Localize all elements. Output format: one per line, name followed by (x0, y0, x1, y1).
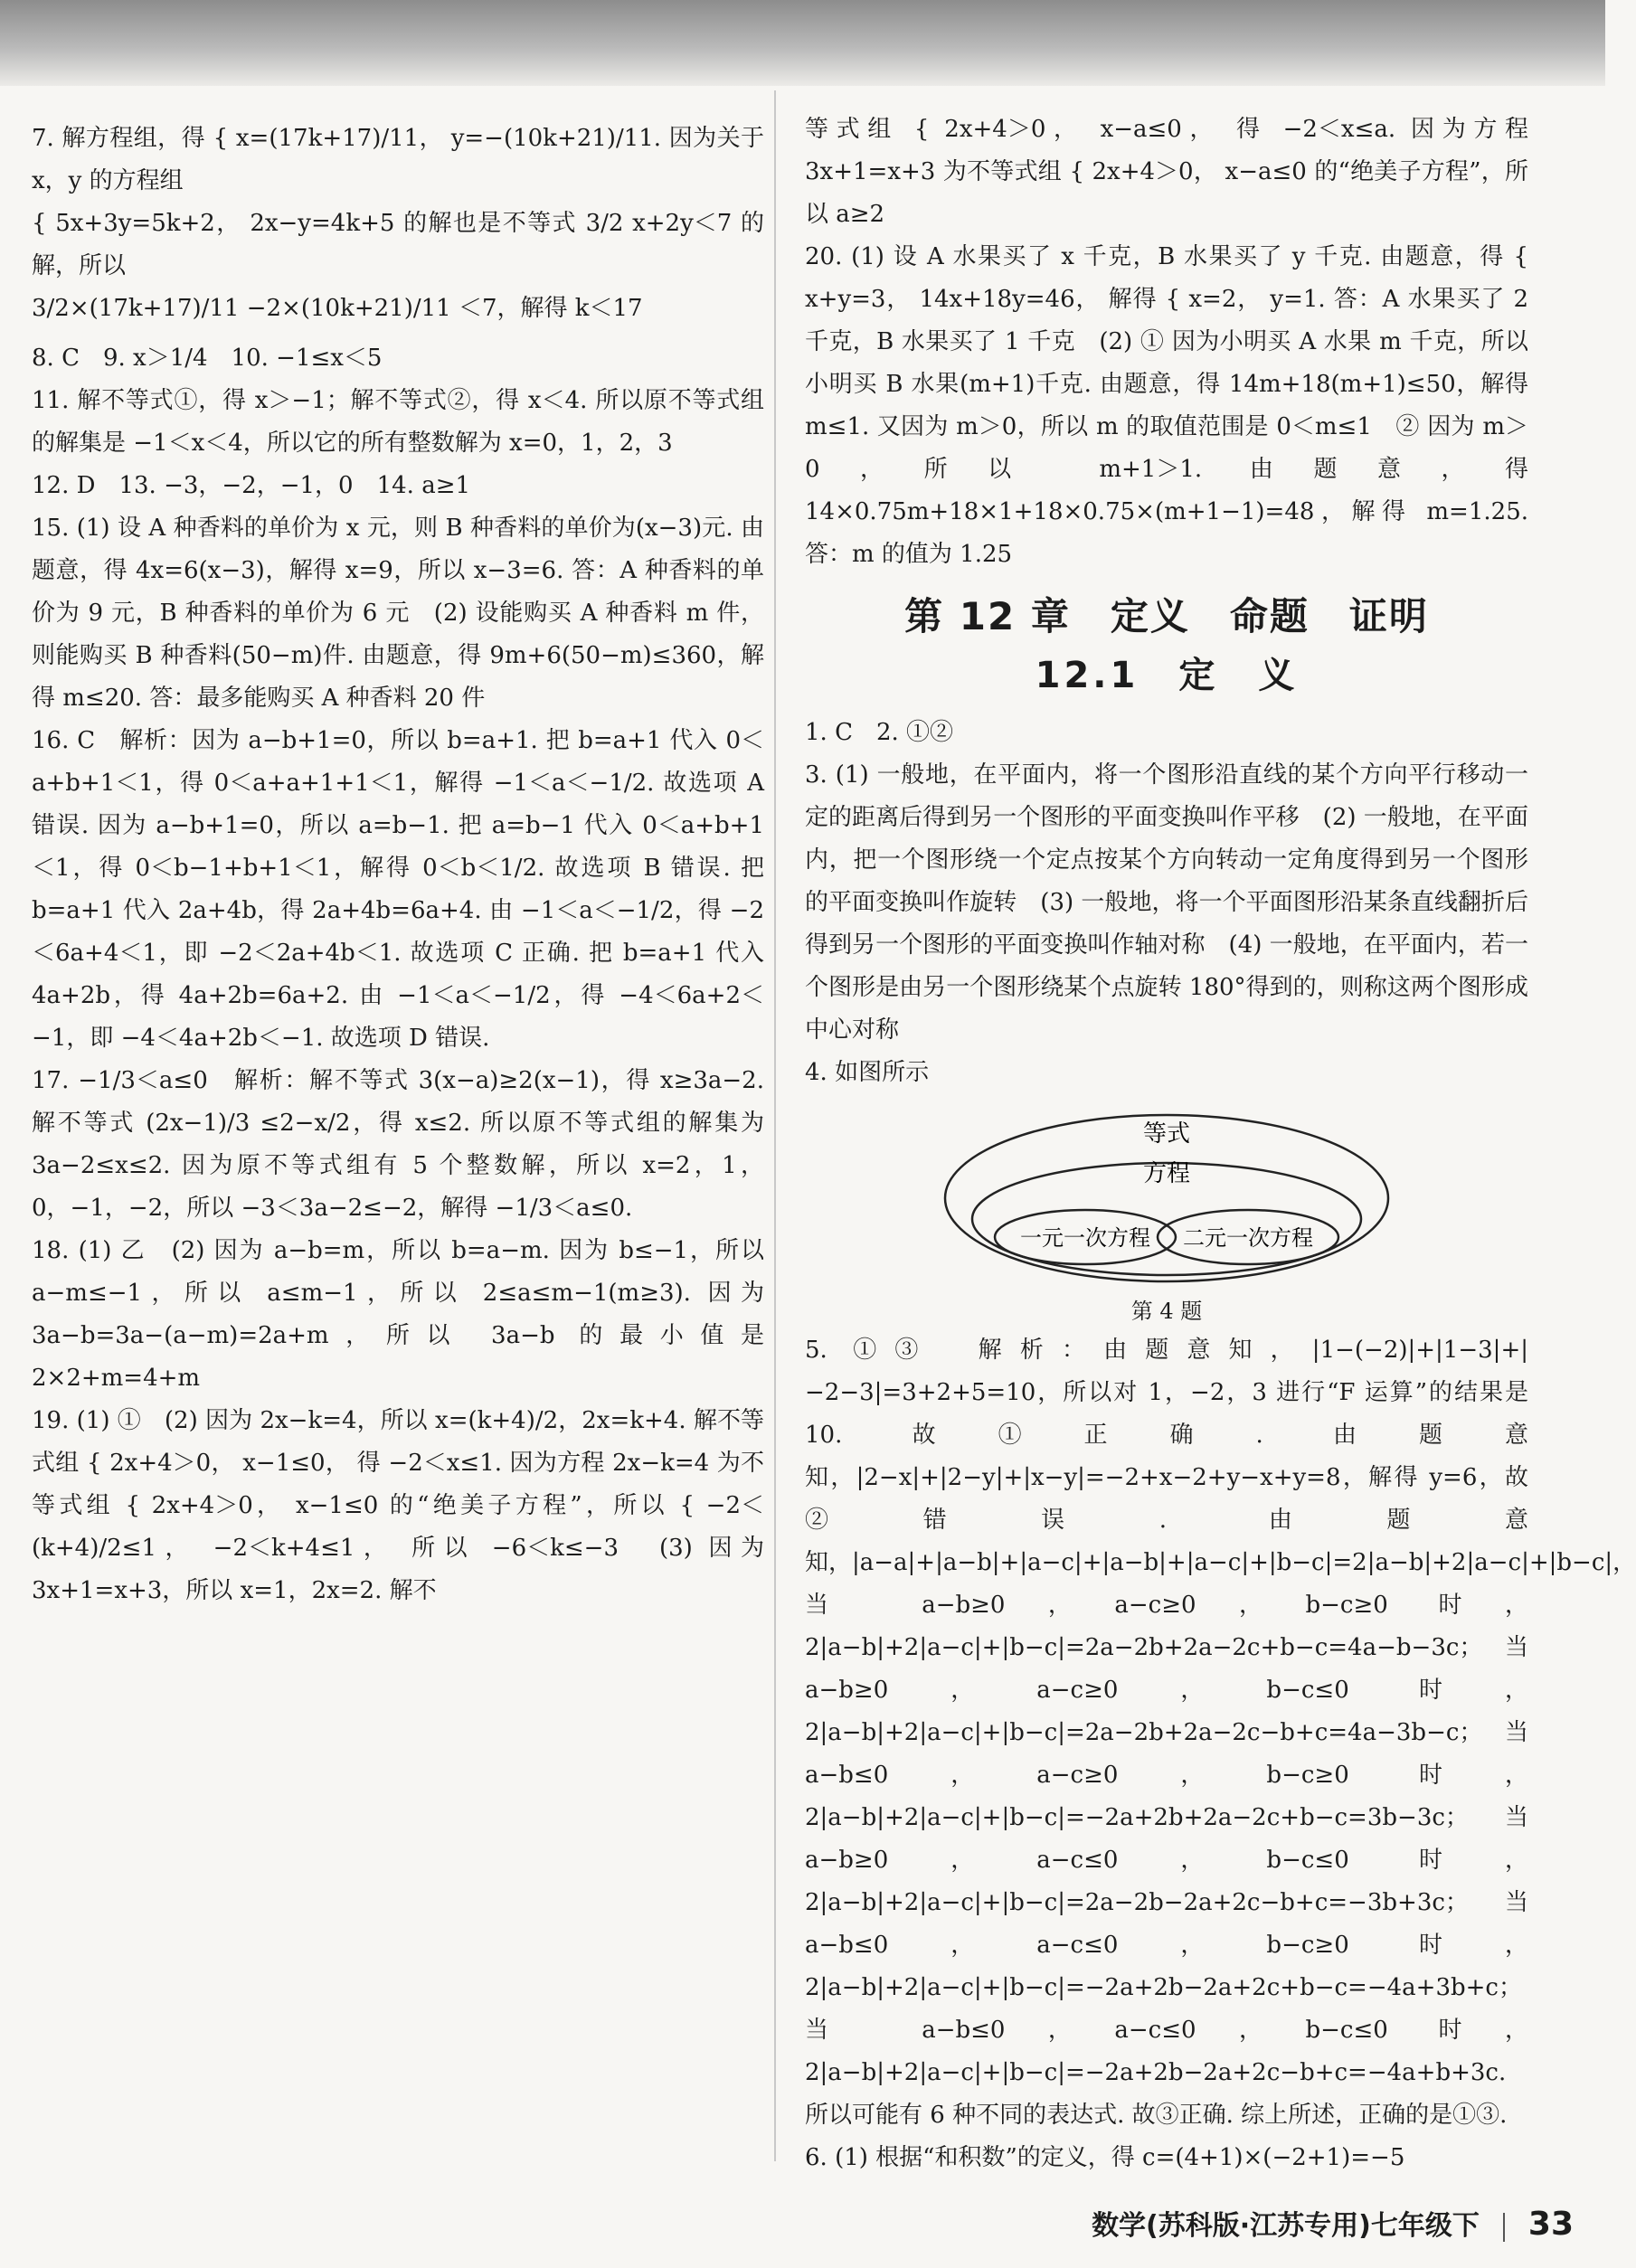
footer-separator (1503, 2213, 1505, 2242)
answer-12-14: 12. D 13. −3，−2，−1，0 14. a≥1 (32, 472, 471, 499)
scan-top-edge (0, 0, 1605, 86)
venn-diagram (805, 1103, 1528, 1293)
right-column (805, 90, 1636, 2171)
column-divider (774, 90, 776, 2161)
answer-7: 7. 解方程组，得 { x=(17k+17)/11， y=−(10k+21)/11. 因为关于 x，y 的方程组 (32, 125, 764, 194)
answer-1-2: 1. C 2. ①② (805, 719, 954, 746)
page-number: 33 (1527, 2206, 1574, 2243)
answer-11: 11. 解不等式①，得 x＞−1；解不等式②，得 x＜4. 所以原不等式组的解集是 −1＜x＜4，所以它的所有整数解为 x=0，1，2，3 (32, 387, 764, 457)
inner-right-label: 二元一次方程 (1183, 1225, 1313, 1251)
book-title: 数学(苏科版·江苏专用)七年级下 (1092, 2210, 1480, 2242)
answer-8-10: 8. C 9. x＞1/4 10. −1≤x＜5 (32, 345, 383, 372)
answer-6: 6. (1) 根据“和积数”的定义，得 c=(4+1)×(−2+1)=−5 (805, 2144, 1405, 2171)
answer-18: 18. (1) 乙 (2) 因为 a−b=m，所以 b=a−m. 因为 b≤−1，所以 a−m≤−1，所以 a≤m−1，所以 2≤a≤m−1(m≥3). 因为 3a−b=3a−(a−m)=2a+m，所以 3a−b 的最小值是 2×2+m=4+m (32, 1237, 764, 1392)
answer-20: 20. (1) 设 A 水果买了 x 千克，B 水果买了 y 千克. 由题意，得 { x+y=3， 14x+18y=46， 解得 { x=2， y=1. 答：A 水果买了 2 千克，B 水果买了 1 千克 (2) ① 因为小明买 A 水果 m 千克，所以小明买 B 水果(m+1)千克. 由题意，得 14m+18(m+1)≤50，解得 m≤1. 又因为 m＞0，所以 m 的取值范围是 0＜m≤1 ② 因为 m＞0，所以 m+1＞1. 由题意，得 14×0.75m+18×1+18×0.75×(m+1−1)=48，解得 m=1.25. 答：m 的值为 1.25 (805, 243, 1528, 568)
answer-4: 4. 如图所示 (805, 1059, 930, 1086)
chapter-title: 第 12 章 定义 命题 证明 (904, 594, 1429, 638)
inner-left-label: 一元一次方程 (1020, 1225, 1150, 1251)
venn-figure (805, 1103, 1528, 1329)
outer-label: 等式 (1142, 1120, 1191, 1148)
answer-19: 19. (1) ① (2) 因为 2x−k=4，所以 x=(k+4)/2，2x=k+4. 解不等式组 { 2x+4＞0， x−1≤0， 得 −2＜x≤1. 因为方程 2x−k=4 为不等式组 { 2x+4＞0， x−1≤0 的“绝美子方程”，所以 { −2＜(k+4)/2≤1， −2＜k+4≤1， 所以 −6＜k≤−3 (3) 因为 3x+1=x+3，所以 x=1，2x=2. 解不 (32, 1407, 764, 1604)
page-footer (868, 2197, 1574, 2252)
answer-17: 17. −1/3＜a≤0 解析：解不等式 3(x−a)≥2(x−1)，得 x≥3a−2. 解不等式 (2x−1)/3 ≤2−x/2，得 x≤2. 所以原不等式组的解集为 3a−2≤x≤2. 因为原不等式组有 5 个整数解，所以 x=2，1，0，−1，−2，所以 −3＜3a−2≤−2，解得 −1/3＜a≤0. (32, 1067, 764, 1222)
answer-5: 5. ①③ 解析：由题意知，|1−(−2)|+|1−3|+|−2−3|=3+2+5=10，所以对 1，−2，3 进行“F 运算”的结果是 10. 故①正确. 由题意知，|2−x|+|2−y|+|x−y|=−2+x−2+y−x+y=8，解得 y=6，故②错误. 由题意知，|a−a|+|a−b|+|a−c|+|a−b|+|a−c|+|b−c|=2|a−b|+2|a−c|+|b−c|，当 a−b≥0，a−c≥0，b−c≥0 时，2|a−b|+2|a−c|+|b−c|=2a−2b+2a−2c+b−c=4a−b−3c；当 a−b≥0，a−c≥0，b−c≤0 时，2|a−b|+2|a−c|+|b−c|=2a−2b+2a−2c−b+c=4a−3b−c；当 a−b≤0，a−c≥0，b−c≥0 时，2|a−b|+2|a−c|+|b−c|=−2a+2b+2a−2c+b−c=3b−3c；当 a−b≥0，a−c≤0，b−c≤0 时，2|a−b|+2|a−c|+|b−c|=2a−2b−2a+2c−b+c=−3b+3c；当 a−b≤0，a−c≤0，b−c≥0 时，2|a−b|+2|a−c|+|b−c|=−2a+2b−2a+2c+b−c=−4a+3b+c；当 a−b≤0，a−c≤0，b−c≤0 时，2|a−b|+2|a−c|+|b−c|=−2a+2b−2a+2c−b+c=−4a+b+3c. 所以可能有 6 种不同的表达式. 故③正确. 综上所述，正确的是①③. (805, 1337, 1636, 2129)
answer-7-cont: { 5x+3y=5k+2， 2x−y=4k+5 的解也是不等式 3/2 x+2y＜7 的解，所以 (32, 210, 764, 279)
left-column (32, 90, 764, 2170)
figure-caption: 第 4 题 (1130, 1299, 1203, 1324)
section-title: 12.1 定 义 (1035, 655, 1299, 696)
answer-7-result: 3/2×(17k+17)/11 −2×(10k+21)/11 ＜7，解得 k＜17 (32, 295, 643, 322)
middle-label: 方程 (1142, 1160, 1191, 1187)
answer-16: 16. C 解析：因为 a−b+1=0，所以 b=a+1. 把 b=a+1 代入 0＜a+b+1＜1，得 0＜a+a+1+1＜1，解得 −1＜a＜−1/2. 故选项 A 错误. 因为 a−b+1=0，所以 a=b−1. 把 a=b−1 代入 0＜a+b+1＜1，得 0＜b−1+b+1＜1，解得 0＜b＜1/2. 故选项 B 错误. 把 b=a+1 代入 2a+4b，得 2a+4b=6a+4. 由 −1＜a＜−1/2，得 −2＜6a+4＜1，即 −2＜2a+4b＜1. 故选项 C 正确. 把 b=a+1 代入 4a+2b，得 4a+2b=6a+2. 由 −1＜a＜−1/2，得 −4＜6a+2＜−1，即 −4＜4a+2b＜−1. 故选项 D 错误. (32, 727, 764, 1052)
answer-3: 3. (1) 一般地，在平面内，将一个图形沿直线的某个方向平行移动一定的距离后得到另一个图形的平面变换叫作平移 (2) 一般地，在平面内，把一个图形绕一个定点按某个方向转动一定角度得到另一个图形的平面变换叫作旋转 (3) 一般地，将一个平面图形沿某条直线翻折后得到另一个图形的平面变换叫作轴对称 (4) 一般地，在平面内，若一个图形是由另一个图形绕某个点旋转 180°得到的，则称这两个图形成中心对称 (805, 761, 1528, 1044)
answer-15: 15. (1) 设 A 种香料的单价为 x 元，则 B 种香料的单价为(x−3)元. 由题意，得 4x=6(x−3)，解得 x=9，所以 x−3=6. 答：A 种香料的单价为 9 元，B 种香料的单价为 6 元 (2) 设能购买 A 种香料 m 件，则能购买 B 种香料(50−m)件. 由题意，得 9m+6(50−m)≤360，解得 m≤20. 答：最多能购买 A 种香料 20 件 (32, 515, 764, 712)
answer-19-cont: 等式组 { 2x+4＞0， x−a≤0， 得 −2＜x≤a. 因为方程 3x+1=x+3 为不等式组 { 2x+4＞0， x−a≤0 的“绝美子方程”，所以 a≥2 (805, 116, 1528, 228)
